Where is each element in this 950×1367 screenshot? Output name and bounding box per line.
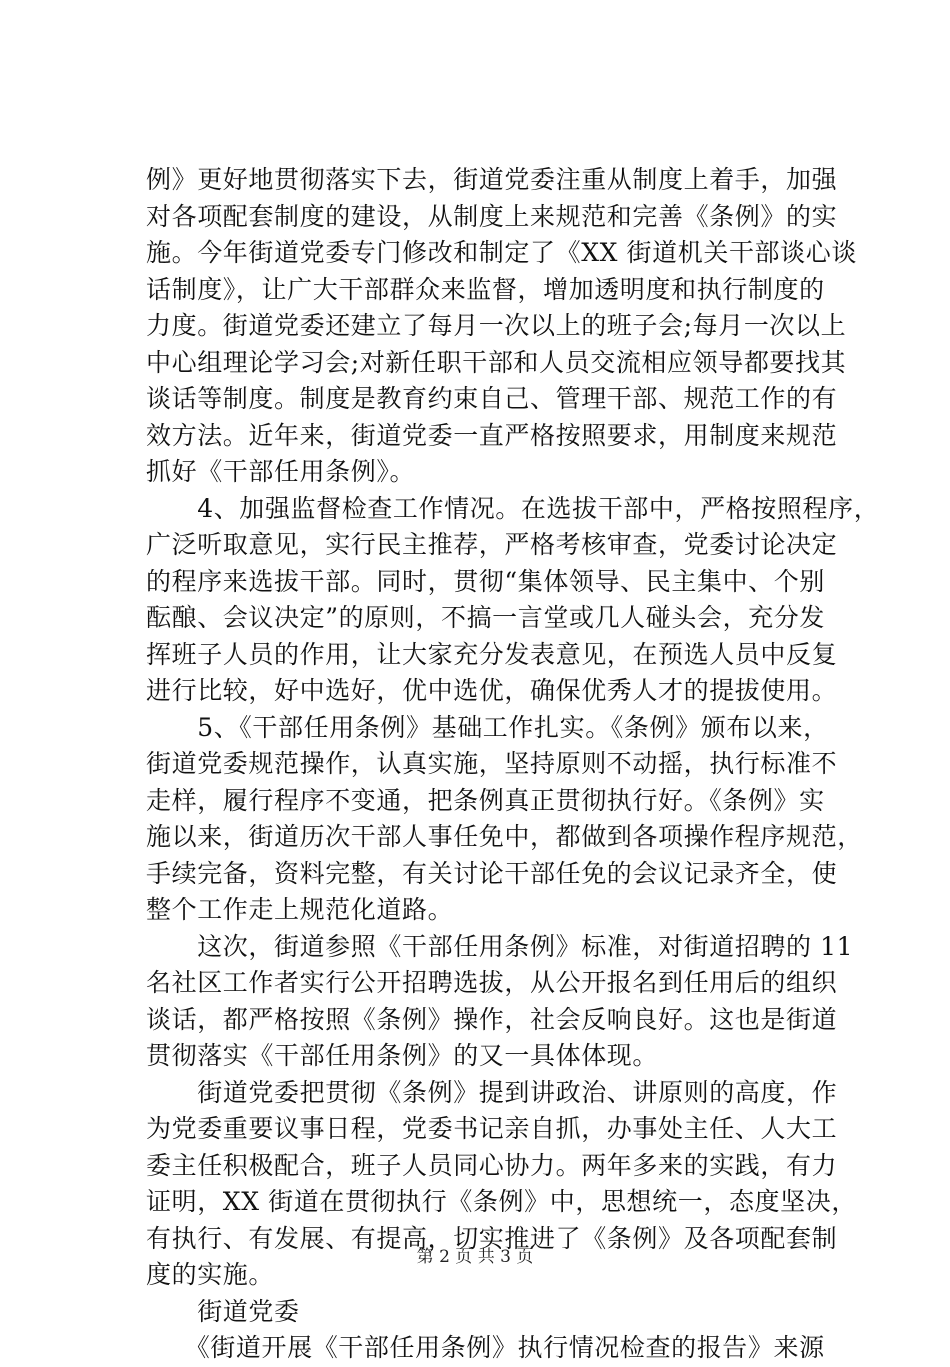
text-line: 街道党委规范操作，认真实施，坚持原则不动摇，执行标准不 xyxy=(146,749,838,778)
body-text xyxy=(146,162,880,1367)
signature-line: 街道党委 xyxy=(146,1296,300,1326)
text-line: 走样，履行程序不变通，把条例真正贯彻执行好。《条例》实 xyxy=(146,785,825,815)
text-line: 中心组理论学习会;对新任职干部和人员交流相应领导都要找其 xyxy=(146,347,847,377)
text-line: 度的实施。 xyxy=(146,1260,275,1289)
text-line: 进行比较，好中选好，优中选优，确保优秀人才的提拔使用。 xyxy=(146,676,838,705)
text-line: 街道党委把贯彻《条例》提到讲政治、讲原则的高度，作 xyxy=(146,1077,838,1107)
text-line: 对各项配套制度的建设，从制度上来规范和完善《条例》的实 xyxy=(146,201,838,231)
text-line: 有执行、有发展、有提高，切实推进了《条例》及各项配套制 xyxy=(146,1223,838,1253)
text-line: 挥班子人员的作用，让大家充分发表意见，在预选人员中反复 xyxy=(146,639,838,669)
text-line: 委主任积极配合，班子人员同心协力。两年多来的实践，有力 xyxy=(146,1150,838,1180)
text-line: 为党委重要议事日程，党委书记亲自抓，办事处主任、人大工 xyxy=(146,1114,838,1143)
text-line: 施。今年街道党委专门修改和制定了《XX 街道机关干部谈心谈 xyxy=(146,238,857,267)
text-line: 例》更好地贯彻落实下去，街道党委注重从制度上着手，加强 xyxy=(146,165,838,194)
text-line: 4、加强监督检查工作情况。在选拔干部中，严格按照程序， xyxy=(146,493,880,523)
source-line: 《街道开展《干部任用条例》执行情况检查的报告》来源 xyxy=(146,1333,825,1362)
text-line: 手续完备，资料完整，有关讨论干部任免的会议记录齐全，使 xyxy=(146,858,838,888)
text-line: 谈话，都严格按照《条例》操作，社会反响良好。这也是街道 xyxy=(146,1004,838,1034)
text-line: 广泛听取意见，实行民主推荐，严格考核审查，党委讨论决定 xyxy=(146,530,838,559)
page-footer: 第 2 页 共 3 页 xyxy=(416,1247,534,1267)
text-line: 名社区工作者实行公开招聘选拔，从公开报名到任用后的组织 xyxy=(146,968,838,997)
text-line: 抓好《干部任用条例》。 xyxy=(146,457,416,486)
text-line: 贯彻落实《干部任用条例》的又一具体体现。 xyxy=(146,1041,659,1070)
text-line: 谈话等制度。制度是教育约束自己、管理干部、规范工作的有 xyxy=(146,384,838,413)
text-line: 5、《干部任用条例》基础工作扎实。《条例》颁布以来， xyxy=(146,712,829,742)
text-line: 效方法。近年来，街道党委一直严格按照要求，用制度来规范 xyxy=(146,420,838,450)
text-line: 的程序来选拔干部。同时，贯彻“集体领导、民主集中、个别 xyxy=(146,566,825,596)
text-line: 话制度》，让广大干部群众来监督，增加透明度和执行制度的 xyxy=(146,274,825,304)
text-line: 这次，街道参照《干部任用条例》标准，对街道招聘的 11 xyxy=(146,931,854,961)
text-line: 整个工作走上规范化道路。 xyxy=(146,895,454,924)
text-line: 力度。街道党委还建立了每月一次以上的班子会;每月一次以上 xyxy=(146,311,847,340)
text-line: 酝酿、会议决定”的原则，不搞一言堂或几人碰头会，充分发 xyxy=(146,603,825,632)
text-line: 施以来，街道历次干部人事任免中，都做到各项操作程序规范， xyxy=(146,822,863,851)
text-line: 证明，XX 街道在贯彻执行《条例》中，思想统一，态度坚决， xyxy=(146,1187,857,1216)
